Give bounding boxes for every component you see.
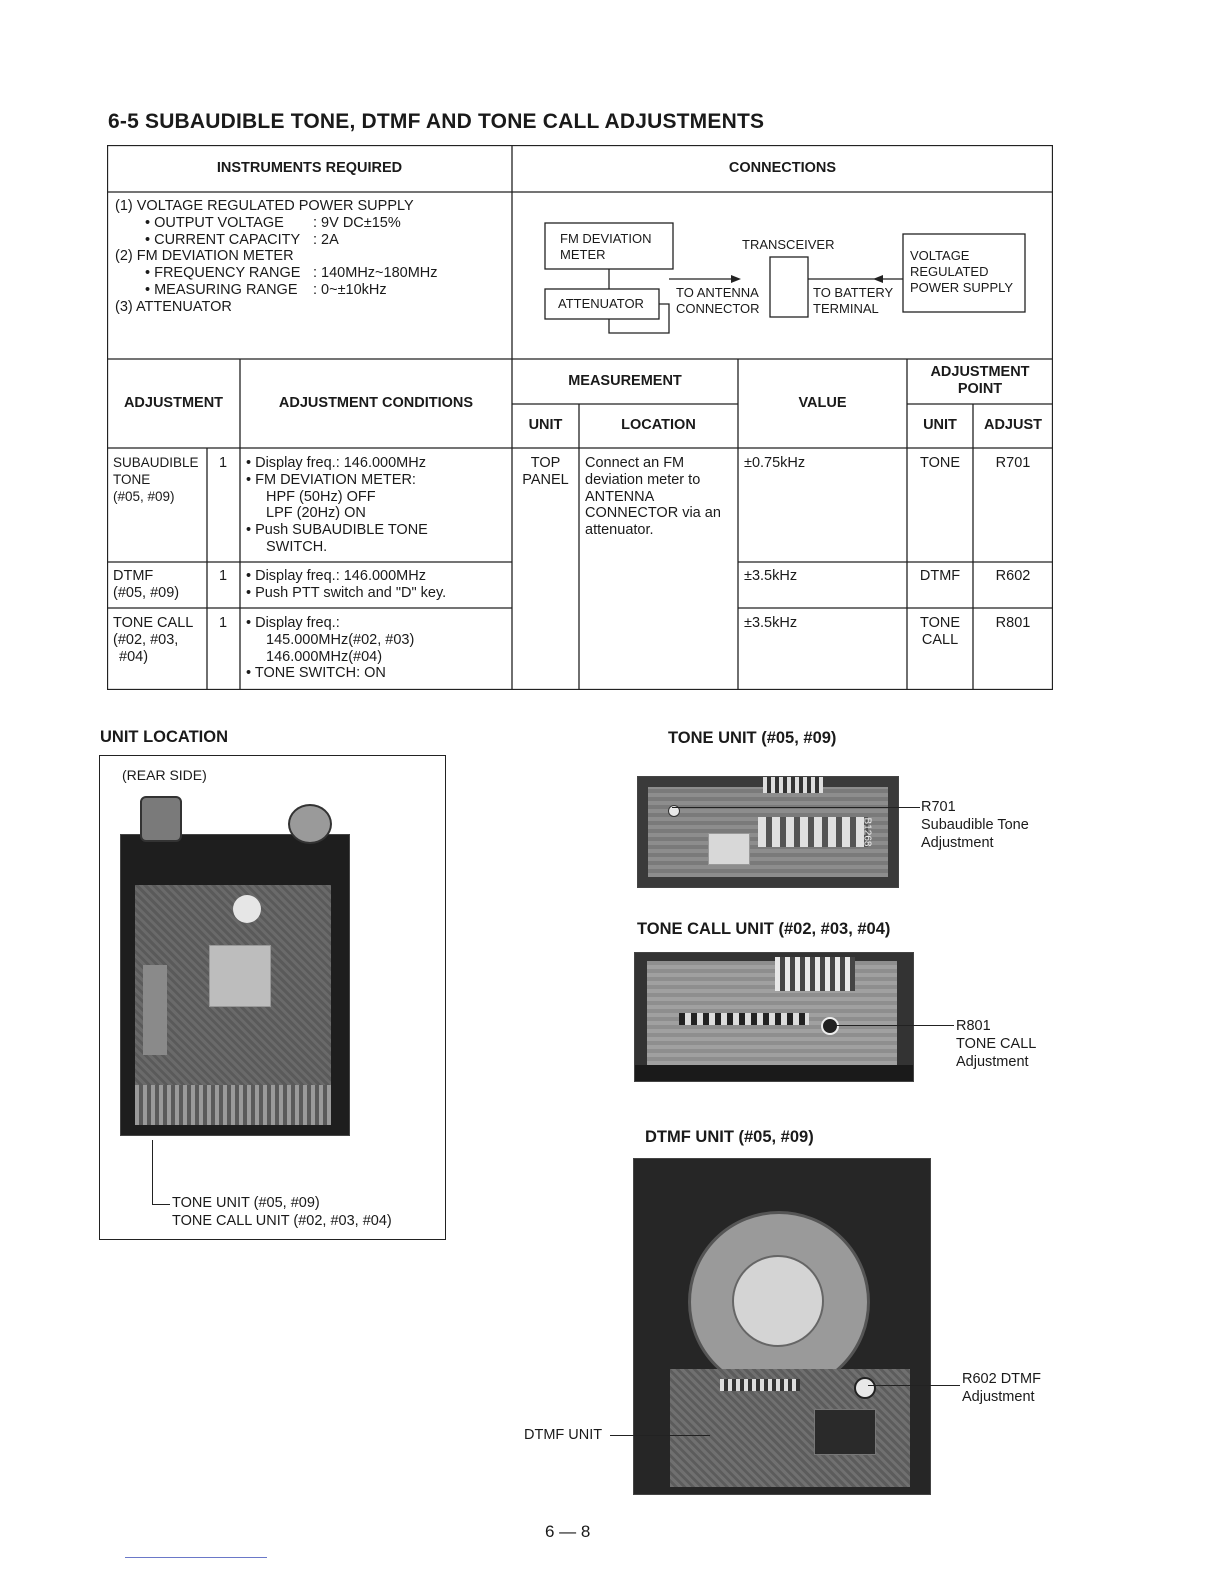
measurement-unit: TOP PANEL [522,455,569,488]
row-tonecall-name: TONE CALL (#02, #03, #04) [113,615,194,665]
r801-callout: R801 TONE CALL Adjustment [956,1018,1037,1070]
col-unit: UNIT [528,417,563,433]
row-subaudible-adjust: R701 [995,455,1031,471]
row-tonecall-value: ±3.5kHz [744,615,798,631]
row-tonecall-adj-unit: TONE CALL [919,615,961,648]
measurement-location: Connect an FM deviation meter to ANTENNA CONNECTOR via an attenuator. [585,455,721,539]
unit-location-caption: UNIT LOCATION [100,728,229,746]
r801-leader [826,1025,954,1026]
section-title: 6-5 SUBAUDIBLE TONE, DTMF AND TONE CALL ADJUSTMENTS [108,110,765,133]
col-conditions: ADJUSTMENT CONDITIONS [278,395,474,411]
col-adjustment: ADJUSTMENT [123,395,224,411]
row-dtmf-value: ±3.5kHz [744,568,798,584]
fm-meter-label: FM DEVIATION METER [560,231,652,262]
psu-label: VOLTAGE REGULATED POWER SUPPLY [910,248,1014,295]
attenuator-label: ATTENUATOR [558,296,644,311]
board-mark: B1268 [861,817,873,847]
row-subaudible-adj-unit: TONE [919,455,961,471]
row-dtmf-adjust: R602 [995,568,1031,584]
r701-callout: R701 Subaudible Tone Adjustment [921,799,1029,851]
row-tonecall-adjust: R801 [995,615,1031,631]
r602-leader [868,1385,960,1386]
col-adjust: ADJUST [983,417,1042,433]
rear-side-label: (REAR SIDE) [122,767,207,783]
connections-header: CONNECTIONS [728,160,837,176]
adjustment-table [107,145,1053,690]
col-adjustment-point: ADJUSTMENT POINT [930,364,1030,397]
r602-callout: R602 DTMF Adjustment [962,1371,1041,1405]
tone-unit-caption: TONE UNIT (#05, #09) [668,729,837,747]
col-adj-unit: UNIT [923,417,957,433]
col-value: VALUE [798,395,847,411]
dtmf-unit-photo [633,1158,931,1495]
row-tonecall-step: 1 [219,615,228,631]
row-tonecall-conditions: • Display freq.: 145.000MHz(#02, #03) 146.000MHz(#04) • TONE SWITCH: ON [246,615,415,682]
r701-leader [672,807,920,808]
dtmf-unit-label: DTMF UNIT [524,1427,603,1443]
col-measurement: MEASUREMENT [568,373,682,389]
to-battery-label: TO BATTERY TERMINAL [813,285,894,316]
radio-rear-photo [120,834,350,1136]
row-subaudible-conditions: • Display freq.: 146.000MHz • FM DEVIATION METER: HPF (50Hz) OFF LPF (20Hz) ON • Push SUBAUDIBLE TONE SWITCH. [246,455,428,555]
footer-rule [125,1557,267,1558]
dtmf-unit-caption: DTMF UNIT (#05, #09) [645,1128,814,1146]
tone-unit-photo [637,776,899,888]
instruments-header: INSTRUMENTS REQUIRED [216,160,403,176]
row-dtmf-step: 1 [219,568,228,584]
row-subaudible-step: 1 [219,455,228,471]
knob-icon [288,804,332,844]
row-dtmf-conditions: • Display freq.: 146.000MHz • Push PTT switch and "D" key. [246,568,447,601]
row-dtmf-adj-unit: DTMF [919,568,961,584]
tone-call-unit-photo [634,952,914,1082]
antenna-connector-icon [140,796,182,842]
col-location: LOCATION [621,417,696,433]
to-antenna-label: TO ANTENNA CONNECTOR [676,285,760,316]
transceiver-label: TRANSCEIVER [742,237,835,252]
instruments-list: (1) VOLTAGE REGULATED POWER SUPPLY • OUTPUT VOLTAGE : 9V DC±15% • CURRENT CAPACITY : 2A (2) FM DEVIATION METER • FREQUENCY RANGE : 140MHz~180MHz • MEASURING RANGE : 0~±10kHz (3) ATTENUATOR [115,198,438,315]
dtmf-unit-leader [610,1435,710,1436]
tone-call-unit-caption: TONE CALL UNIT (#02, #03, #04) [637,920,891,938]
row-subaudible-name: SUBAUDIBLE TONE (#05, #09) [113,455,199,504]
unit-location-box [99,755,446,1240]
row-dtmf-name: DTMF (#05, #09) [113,568,180,601]
unit-location-labels: TONE UNIT (#05, #09) TONE CALL UNIT (#02, #03, #04) [172,1195,392,1229]
page-number: 6 — 8 [545,1522,591,1541]
row-subaudible-value: ±0.75kHz [744,455,806,471]
